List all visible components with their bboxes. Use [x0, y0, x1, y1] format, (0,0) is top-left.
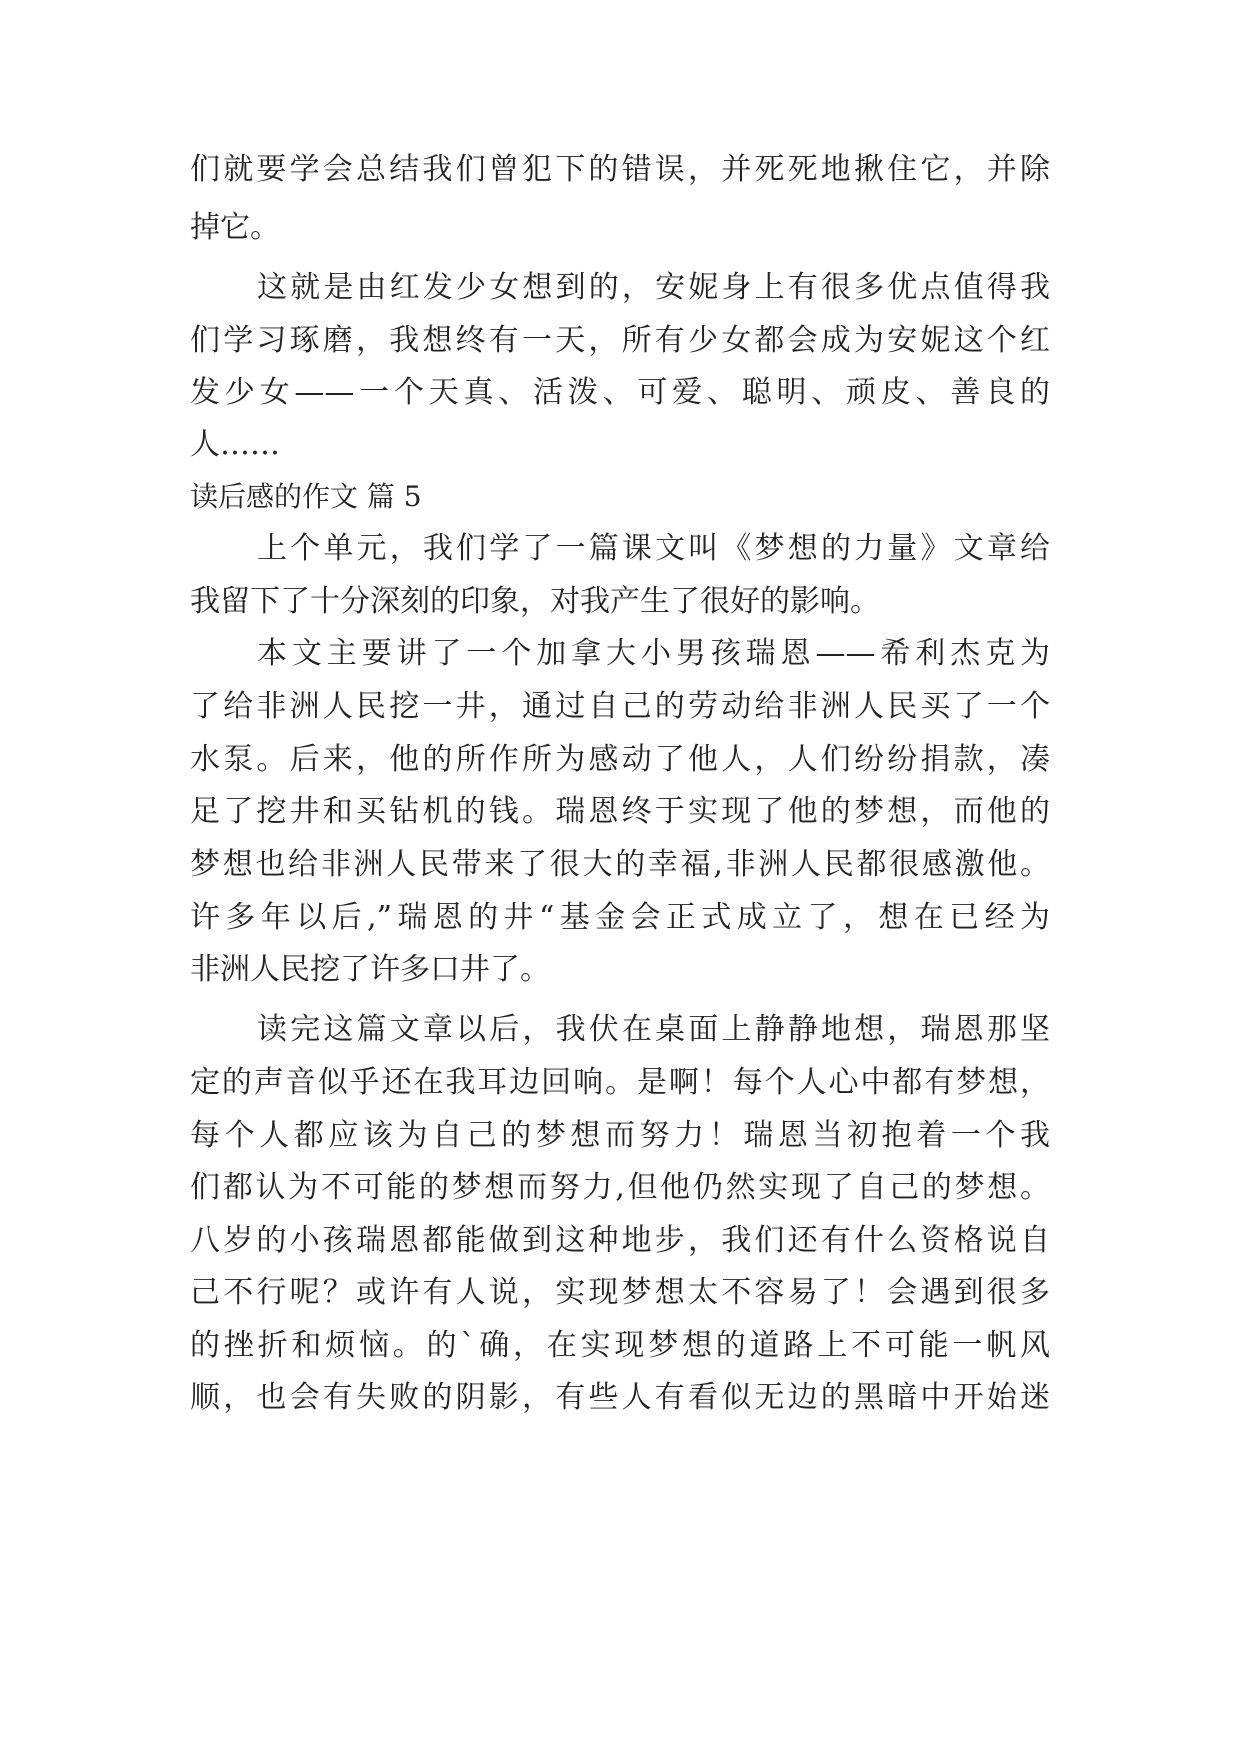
paragraph-start-line: 读完这篇文章以后，我伏在桌面上静静地想，瑞恩那坚	[257, 1012, 1050, 1047]
text-line: 发少女——一个天真、活泼、可爱、聪明、顽皮、善良的	[190, 375, 1050, 410]
text-line: 定的声音似乎还在我耳边回响。是啊！每个人心中都有梦想，	[190, 1065, 1050, 1100]
text-line: 们都认为不可能的梦想而努力,但他仍然实现了自己的梦想。	[190, 1170, 1050, 1205]
text-line: 水泵。后来，他的所作所为感动了他人，人们纷纷捐款，凑	[190, 742, 1050, 777]
text-line: 梦想也给非洲人民带来了很大的幸福,非洲人民都很感激他。	[190, 847, 1050, 882]
paragraph-start-line: 上个单元，我们学了一篇课文叫《梦想的力量》文章给	[257, 531, 1050, 566]
text-line: 们就要学会总结我们曾犯下的错误，并死死地揪住它，并除	[190, 152, 1050, 187]
text-line: 们学习琢磨，我想终有一天，所有少女都会成为安妮这个红	[190, 323, 1050, 358]
text-line: 八岁的小孩瑞恩都能做到这种地步，我们还有什么资格说自	[190, 1223, 1050, 1258]
text-line: 掉它。	[190, 210, 280, 245]
text-line: 非洲人民挖了许多口井了。	[190, 952, 550, 987]
paragraph-start-line: 本文主要讲了一个加拿大小男孩瑞恩——希利杰克为	[257, 636, 1050, 671]
paragraph-start-line: 这就是由红发少女想到的，安妮身上有很多优点值得我	[257, 270, 1050, 305]
text-line: 己不行呢？或许有人说，实现梦想太不容易了！会遇到很多	[190, 1275, 1050, 1310]
section-heading: 读后感的作文 篇 5	[190, 480, 422, 513]
text-line: 顺，也会有失败的阴影，有些人有看似无边的黑暗中开始迷	[190, 1380, 1050, 1415]
text-line: 人……	[190, 427, 280, 462]
text-line: 每个人都应该为自己的梦想而努力！瑞恩当初抱着一个我	[190, 1118, 1050, 1153]
text-line: 的挫折和烦恼。的`确，在实现梦想的道路上不可能一帆风	[190, 1328, 1050, 1363]
text-line: 许多年以后,”瑞恩的井“基金会正式成立了，想在已经为	[190, 900, 1050, 935]
text-line: 我留下了十分深刻的印象，对我产生了很好的影响。	[190, 584, 880, 619]
text-line: 足了挖井和买钻机的钱。瑞恩终于实现了他的梦想，而他的	[190, 794, 1050, 829]
text-line: 了给非洲人民挖一井，通过自己的劳动给非洲人民买了一个	[190, 689, 1050, 724]
